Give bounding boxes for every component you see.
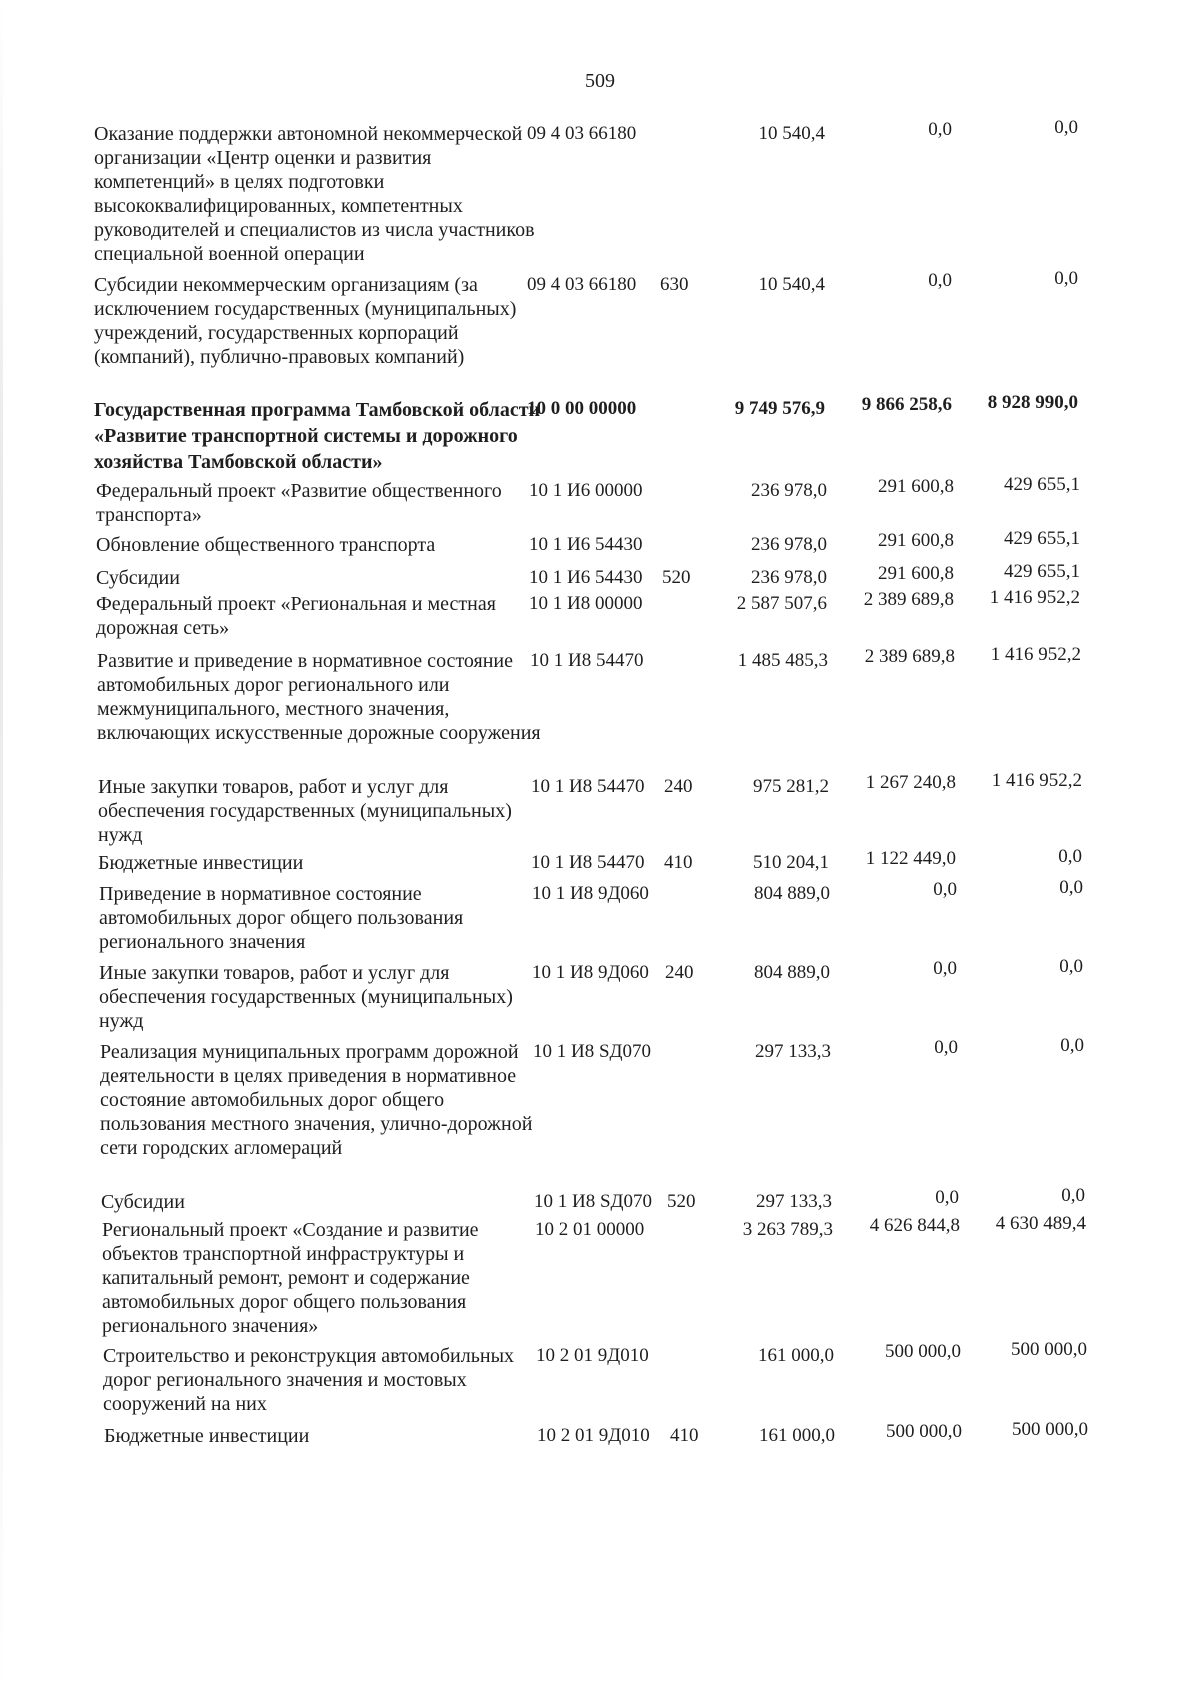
row-expense-type: 630 [660,274,689,295]
row-code: 10 2 01 00000 [535,1219,645,1240]
row-name: Региональный проект «Создание и развитие объектов транспортной инфраструктуры и капитальный ремонт, ремонт и содержание автомобильных дорог общего пользования регионального значения» [102,1219,479,1337]
page-number: 509 [585,70,615,92]
row-amount-2: 291 600,8 [878,563,954,584]
table-row [0,392,1200,473]
row-code: 10 1 И8 9Д060 [532,883,649,904]
row-amount-3: 1 416 952,2 [990,644,1081,665]
row-amount-1: 975 281,2 [753,776,829,797]
table-row [0,877,1200,953]
row-amount-2: 9 866 258,6 [861,394,952,415]
row-amount-2: 291 600,8 [878,530,954,551]
row-expense-type: 520 [662,567,691,588]
row-amount-3: 0,0 [1054,117,1078,138]
row-code: 10 2 01 9Д010 [536,1345,649,1366]
row-amount-2: 1 122 449,0 [865,848,956,869]
row-name: Приведение в нормативное состояние автомобильных дорог общего пользования регионального значения [99,883,464,953]
table-row [0,528,1200,556]
row-amount-2: 0,0 [934,1037,958,1058]
row-expense-type: 240 [664,776,693,797]
row-name: Субсидии [101,1191,185,1213]
row-code: 10 1 И8 54470 [531,852,645,873]
row-amount-1: 804 889,0 [754,883,830,904]
row-name: Иные закупки товаров, работ и услуг для обеспечения государственных (муниципальных) нужд [98,776,512,846]
table-row [0,561,1200,589]
row-amount-1: 10 540,4 [758,123,825,144]
table-row [0,1419,1200,1447]
row-amount-3: 0,0 [1061,1185,1085,1206]
table-row [0,1185,1200,1213]
table-row [0,846,1200,874]
row-amount-2: 291 600,8 [878,476,954,497]
row-amount-3: 4 630 489,4 [995,1213,1086,1234]
row-name: Бюджетные инвестиции [98,852,304,874]
row-amount-2: 1 267 240,8 [865,772,956,793]
row-code: 10 1 И8 SД070 [533,1041,651,1062]
row-code: 10 1 И8 SД070 [534,1191,652,1212]
table-row [0,268,1200,368]
row-amount-1: 510 204,1 [753,852,829,873]
row-amount-1: 297 133,3 [755,1041,831,1062]
row-code: 10 1 И6 54430 [529,534,643,555]
row-amount-2: 0,0 [933,958,957,979]
row-amount-3: 500 000,0 [1011,1339,1087,1360]
row-amount-2: 2 389 689,8 [863,589,954,610]
row-code: 09 4 03 66180 [527,274,637,295]
row-name: Федеральный проект «Региональная и местная дорожная сеть» [96,593,496,639]
row-amount-2: 4 626 844,8 [869,1215,960,1236]
table-row [0,1339,1200,1415]
row-amount-2: 0,0 [935,1187,959,1208]
row-code: 10 1 И8 00000 [529,593,643,614]
row-amount-2: 0,0 [928,270,952,291]
row-name: Федеральный проект «Развитие общественного транспорта» [96,480,502,526]
row-name: Обновление общественного транспорта [96,534,436,556]
row-amount-3: 8 928 990,0 [987,392,1078,413]
table-row [0,770,1200,846]
table-row [0,1213,1200,1337]
row-amount-1: 3 263 789,3 [742,1219,833,1240]
row-expense-type: 520 [667,1191,696,1212]
row-code: 10 2 01 9Д010 [537,1425,650,1446]
row-amount-2: 0,0 [933,879,957,900]
row-amount-1: 9 749 576,9 [734,398,825,419]
row-name: Реализация муниципальных программ дорожной деятельности в целях приведения в нормативное состояние автомобильных дорог общего пользования местного значения, улично-дорожной сети городских агломераций [100,1041,533,1159]
row-expense-type: 410 [664,852,693,873]
row-amount-3: 0,0 [1059,956,1083,977]
row-amount-3: 429 655,1 [1004,528,1080,549]
row-amount-1: 297 133,3 [756,1191,832,1212]
row-amount-3: 429 655,1 [1004,474,1080,495]
table-row [0,956,1200,1032]
row-amount-3: 1 416 952,2 [989,587,1080,608]
row-amount-2: 500 000,0 [885,1341,961,1362]
row-expense-type: 410 [670,1425,699,1446]
row-amount-2: 500 000,0 [886,1421,962,1442]
row-amount-3: 500 000,0 [1012,1419,1088,1440]
row-code: 10 1 И6 00000 [529,480,643,501]
table-row [0,117,1200,265]
row-amount-1: 1 485 485,3 [737,650,828,671]
row-amount-1: 236 978,0 [751,534,827,555]
row-amount-2: 0,0 [928,119,952,140]
row-name: Бюджетные инвестиции [104,1425,310,1447]
row-name: Субсидии некоммерческим организациям (за исключением государственных (муниципальных) учреждений, государственных корпораций (компаний), публично-правовых компаний) [94,274,517,368]
table-row [0,587,1200,639]
row-amount-1: 161 000,0 [758,1345,834,1366]
row-name: Оказание поддержки автономной некоммерческой организации «Центр оценки и развития компетенций» в целях подготовки высококвалифицированных, компетентных руководителей и специалистов из числа участников специальной военной операции [94,123,535,265]
table-row [0,644,1200,744]
row-expense-type: 240 [665,962,694,983]
row-amount-1: 236 978,0 [751,567,827,588]
row-amount-1: 2 587 507,6 [736,593,827,614]
row-amount-1: 236 978,0 [751,480,827,501]
row-name: Иные закупки товаров, работ и услуг для обеспечения государственных (муниципальных) нужд [99,962,513,1032]
row-code: 10 1 И8 54470 [530,650,644,671]
row-amount-1: 161 000,0 [759,1425,835,1446]
row-code: 10 1 И8 9Д060 [532,962,649,983]
row-amount-3: 0,0 [1059,877,1083,898]
row-amount-3: 1 416 952,2 [991,770,1082,791]
row-amount-3: 0,0 [1058,846,1082,867]
row-amount-3: 0,0 [1060,1035,1084,1056]
row-name: Строительство и реконструкция автомобильных дорог регионального значения и мостовых сооружений на них [103,1345,515,1415]
row-name: Государственная программа Тамбовской области «Развитие транспортной системы и дорожного хозяйства Тамбовской области» [94,399,541,473]
table-row [0,1035,1200,1159]
row-code: 10 1 И6 54430 [529,567,643,588]
row-amount-1: 10 540,4 [758,274,825,295]
row-code: 09 4 03 66180 [527,123,637,144]
row-amount-3: 429 655,1 [1004,561,1080,582]
row-amount-3: 0,0 [1054,268,1078,289]
row-name: Развитие и приведение в нормативное состояние автомобильных дорог регионального или межмуниципального, местного значения, включающих искусственные дорожные сооружения [97,650,541,744]
row-code: 10 1 И8 54470 [531,776,645,797]
row-name: Субсидии [96,567,180,589]
row-code: 10 0 00 00000 [527,398,637,419]
row-amount-2: 2 389 689,8 [864,646,955,667]
table-row [0,474,1200,526]
row-amount-1: 804 889,0 [754,962,830,983]
